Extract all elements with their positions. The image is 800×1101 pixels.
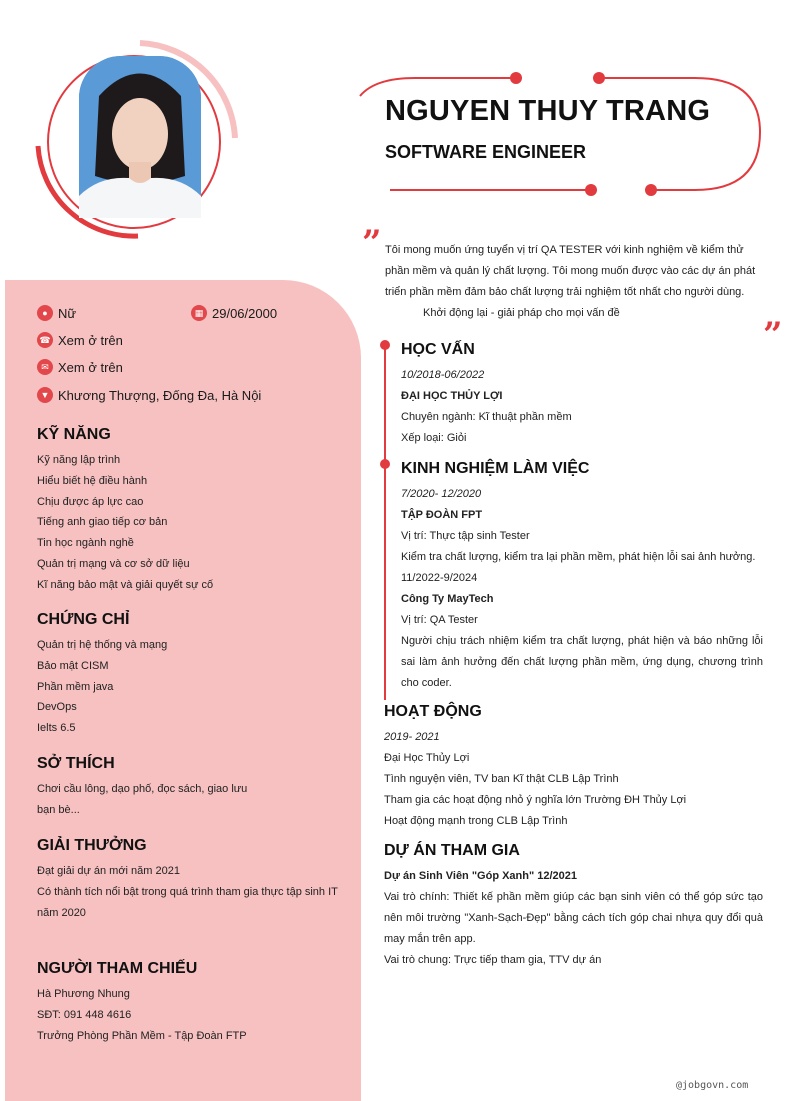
skill-item: Chịu được áp lực cao <box>37 495 144 508</box>
activities-title: HOẠT ĐỘNG <box>384 703 482 720</box>
skill-item: Tiếng anh giao tiếp cơ bản <box>37 516 168 529</box>
address-value: Khương Thượng, Đống Đa, Hà Nội <box>58 387 262 403</box>
hobbies-text: Chơi cầu lông, dạo phố, đọc sách, giao lưu bạn bè... <box>37 783 248 816</box>
skill-item: Tin học ngành nghề <box>37 537 134 550</box>
quote-open-icon: ” <box>362 223 382 263</box>
skill-item: Kỹ năng lập trình <box>37 454 121 466</box>
education-date: 10/2018-06/2022 <box>401 369 485 381</box>
activity-item: Hoạt động mạnh trong CLB Lập Trình <box>384 815 568 827</box>
birthday-value: 29/06/2000 <box>212 305 278 321</box>
candidate-role: SOFTWARE ENGINEER <box>385 142 587 162</box>
hobbies-section <box>37 755 257 821</box>
job-description: Kiểm tra chất lượng, kiểm tra lại phần mềm, phát hiện lỗi sai ảnh hưởng. <box>401 551 756 563</box>
timeline-dot <box>380 459 390 469</box>
contact-birthday <box>191 305 277 321</box>
education-title: HỌC VẤN <box>401 341 475 358</box>
activity-item: Đại Học Thủy Lợi <box>384 752 470 764</box>
skill-item: Hiểu biết hệ điều hành <box>37 474 148 487</box>
certificate-item: DevOps <box>37 701 77 714</box>
timeline-dot <box>380 340 390 350</box>
project-name: Dự án Sinh Viên "Góp Xanh" 12/2021 <box>384 870 578 882</box>
email-icon: ✉ <box>37 359 53 375</box>
portrait-image <box>79 56 201 218</box>
activities-block <box>384 727 763 832</box>
experience-title: KINH NGHIỆM LÀM VIỆC <box>401 460 590 477</box>
certificate-item: Ielts 6.5 <box>37 722 76 735</box>
person-icon: ● <box>37 305 53 321</box>
activities-date: 2019- 2021 <box>384 731 440 743</box>
project-role-main: Vai trò chính: Thiết kế phần mềm giúp các bạn sinh viên có thể góp sức tạo nên môi trường "Xanh-Sạch-Đẹp" bằng cách tích góp chai nhựa quy đổi quà may mắn trên app. <box>384 891 763 945</box>
phone-icon: ☎ <box>37 332 53 348</box>
motto-text: Khởi động lại - giải pháp cho mọi vấn đề <box>423 307 620 319</box>
education-grade: Xếp loại: Giỏi <box>401 432 467 444</box>
certificate-item: Bảo mật CISM <box>37 659 109 672</box>
project-role-general: Vai trò chung: Trực tiếp tham gia, TTV dự án <box>384 954 602 966</box>
career-objective <box>385 240 763 324</box>
award-item: Đạt giải dự án mới năm 2021 <box>37 865 180 877</box>
location-icon: ▼ <box>37 387 53 403</box>
references-title: NGƯỜI THAM CHIẾU <box>37 960 198 977</box>
award-item: Có thành tích nổi bật trong quá trình tham gia thực tập sinh IT năm 2020 <box>37 885 338 919</box>
watermark: @jobgovn.com <box>676 1080 749 1091</box>
job-position: Vị trí: Thực tập sinh Tester <box>401 530 530 542</box>
activity-item: Tình nguyện viên, TV ban Kĩ thật CLB Lập Trình <box>384 773 619 785</box>
skill-item: Quản trị mạng và cơ sở dữ liệu <box>37 557 190 570</box>
reference-name: Hà Phương Nhung <box>37 988 130 1000</box>
reference-phone: SĐT: 091 448 4616 <box>37 1008 132 1021</box>
profile-photo <box>79 56 201 218</box>
job-position: Vị trí: QA Tester <box>401 614 478 626</box>
calendar-icon: ▦ <box>191 305 207 321</box>
awards-section <box>37 837 349 923</box>
reference-position: Trưởng Phòng Phần Mềm - Tập Đoàn FTP <box>37 1029 247 1042</box>
phone-value: Xem ở trên <box>58 332 123 348</box>
skill-item: Kĩ năng bảo mật và giải quyết sự cố <box>37 578 214 591</box>
hobbies-title: SỞ THÍCH <box>37 755 115 772</box>
quote-close-icon: ” <box>763 315 783 355</box>
projects-block <box>384 866 763 971</box>
timeline-line <box>384 345 386 700</box>
email-value: Xem ở trên <box>58 359 123 375</box>
job-company: Công Ty MayTech <box>401 593 494 605</box>
skills-title: KỸ NĂNG <box>37 426 111 443</box>
objective-text: Tôi mong muốn ứng tuyển vị trí QA TESTER với kinh nghiệm về kiểm thử phần mềm và quản lý chất lượng. Tôi mong muốn được vào các dự án phát triển phần mềm đảm bảo chất lượng trải nghiệm tốt nhất cho người dùng. <box>385 244 756 298</box>
header-frame-decoration <box>355 66 785 200</box>
contact-phone <box>37 332 123 348</box>
references-section <box>37 960 352 1046</box>
contact-address <box>37 387 261 403</box>
contact-gender <box>37 305 76 321</box>
education-block <box>401 365 763 449</box>
education-school: ĐẠI HỌC THỦY LỢI <box>401 390 503 402</box>
certificate-item: Phần mềm java <box>37 680 114 693</box>
awards-title: GIẢI THƯỞNG <box>37 837 147 854</box>
activity-item: Tham gia các hoạt động nhỏ ý nghĩa lớn Trường ĐH Thủy Lợi <box>384 794 687 806</box>
job-description: Người chịu trách nhiệm kiểm tra chất lượng, phát hiện và báo những lỗi sai làm ảnh hưởng đến chất lượng phần mềm, ứng dụng, chương trình cho coder. <box>401 635 763 689</box>
job-date: 7/2020- 12/2020 <box>401 488 482 500</box>
experience-block <box>401 484 763 694</box>
projects-title: DỰ ÁN THAM GIA <box>384 842 520 859</box>
certificate-item: Quản trị hệ thống và mạng <box>37 639 168 651</box>
education-major: Chuyên ngành: Kĩ thuật phần mềm <box>401 411 572 423</box>
certificates-title: CHỨNG CHỈ <box>37 611 130 628</box>
certificates-section <box>37 611 352 739</box>
gender-value: Nữ <box>58 305 77 321</box>
job-company: TẬP ĐOÀN FPT <box>401 509 483 521</box>
skills-section <box>37 426 352 596</box>
job-date: 11/2022-9/2024 <box>401 572 478 584</box>
candidate-name: NGUYEN THUY TRANG <box>385 95 711 127</box>
contact-email <box>37 359 123 375</box>
